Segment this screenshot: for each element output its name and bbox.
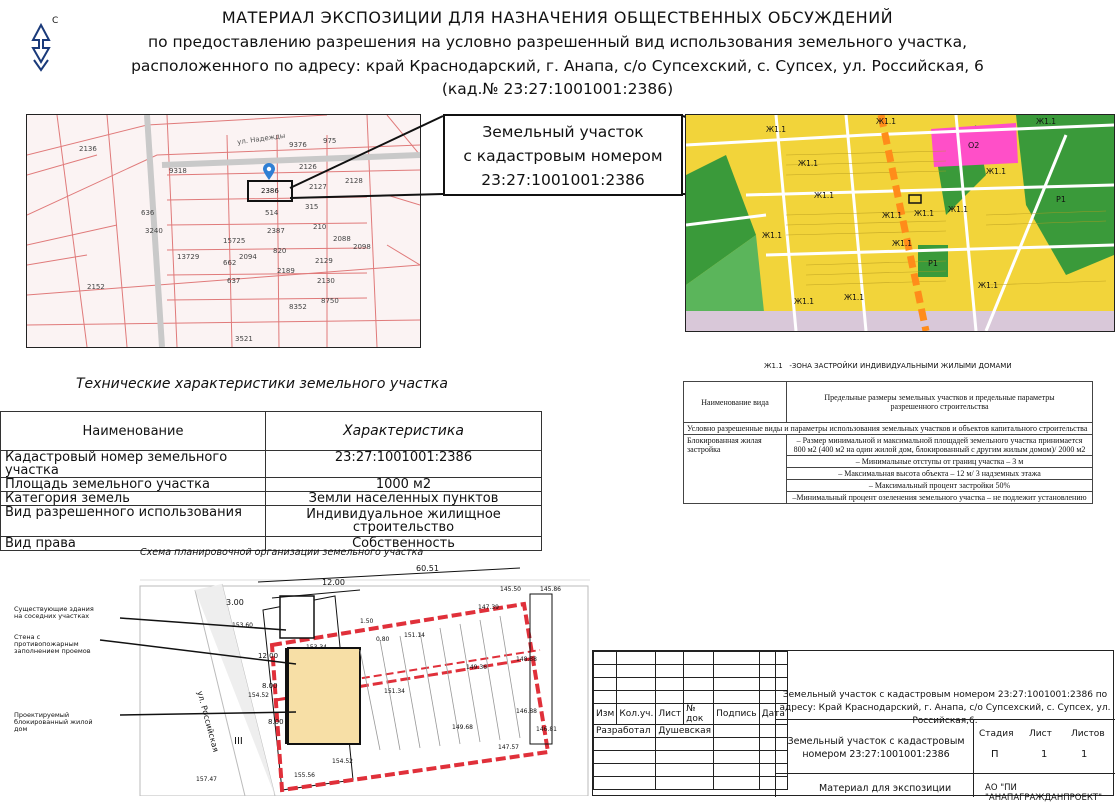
elevation-label: 154.52	[332, 758, 353, 765]
road-number: III	[234, 736, 243, 747]
map-label: 820	[273, 247, 287, 255]
stamp-header-row	[594, 704, 788, 725]
map-label: 2127	[309, 183, 327, 191]
elevation-label: 146.88	[516, 708, 537, 715]
zone-caption	[764, 362, 1012, 370]
stamp-org: АО "ПИ "АНАПАГРАЖДАНПРОЕКТ"	[985, 783, 1102, 803]
elevation-label: 146.81	[536, 726, 557, 733]
page-subtitle-3: (кад.№ 23:27:1001001:2386)	[441, 80, 674, 98]
tech-name: Площадь земельного участка	[1, 478, 266, 492]
stamp-object: Земельный участок с кадастровым номером 23:27:1001001:2386	[787, 736, 965, 760]
elevation-label: 155.56	[294, 772, 315, 779]
map-label: 2088	[333, 235, 351, 243]
stamp-sheet: 1	[1041, 749, 1048, 760]
elevation-label: 154.52	[248, 692, 269, 699]
reg-param: – Размер минимальной и максимальной площадей земельного участка принимается 800 м2 (400 м2 на один жилой дом, блокированный с другим жилым домом)/ 2000 м2	[787, 435, 1093, 456]
zone-label: Ж1.1	[914, 209, 935, 218]
reg-subheader-row	[684, 423, 1093, 435]
stamp-role: Разработал	[594, 725, 656, 738]
elevation-label: 153.34	[306, 644, 327, 651]
map-label: 3521	[235, 335, 253, 343]
map-label: 2128	[345, 177, 363, 185]
stamp-material: Материал для экспозиции	[819, 783, 952, 794]
map-label: 2136	[79, 145, 97, 153]
stamp	[592, 650, 1114, 803]
stamp-stage: П	[991, 749, 999, 760]
reg-col-params: Предельные размеры земельных участков и предельные параметры разрешенного строительства	[787, 382, 1093, 423]
tech-table	[0, 411, 542, 551]
zone-label-r1: Р1	[928, 259, 938, 268]
map-label: 636	[141, 209, 155, 217]
map-label: 2189	[277, 267, 295, 275]
table-row	[1, 451, 542, 478]
map-label: 514	[265, 209, 279, 217]
page-subtitle-2: расположенного по адресу: край Краснодарский, г. Анапа, с/о Супсехский, с. Супсех, ул. Российская, 6	[131, 57, 984, 75]
street-label: ул. Надежды	[236, 131, 286, 147]
zone-label: Ж1.1	[978, 281, 999, 290]
stamp-col: Изм	[594, 704, 617, 725]
map-label: 8750	[321, 297, 339, 305]
elevation-label: 145.86	[540, 586, 561, 593]
scheme-title: Схема планировочной организации земельного участка	[140, 547, 424, 558]
zone-label: Ж1.1	[892, 239, 913, 248]
map-label: 2129	[315, 257, 333, 265]
zone-label: Ж1.1	[794, 297, 815, 306]
elevation-label: 151.14	[404, 632, 425, 639]
stamp-col: Кол.уч.	[617, 704, 656, 725]
map-label: 315	[305, 203, 319, 211]
map-label: 9318	[169, 167, 187, 175]
map-label: 2098	[353, 243, 371, 251]
zone-label: Ж1.1	[798, 159, 819, 168]
map-label: 210	[313, 223, 327, 231]
reg-param: –Минимальный процент озеленения земельного участка – не подлежит установлению	[787, 492, 1093, 504]
dimension-label: 12.00	[258, 652, 279, 660]
zone-label: Ж1.1	[766, 125, 787, 134]
elevation-label: 153.60	[232, 622, 253, 629]
zone-label: Ж1.1	[948, 205, 969, 214]
elevation-label: 147.57	[498, 744, 519, 751]
table-row	[684, 435, 1093, 456]
zone-label-r1: Р1	[1056, 195, 1066, 204]
tech-name: Категория земель	[1, 492, 266, 506]
dimension-label: 8.00	[268, 718, 284, 726]
stamp-person: Душевская	[656, 725, 714, 738]
map-label: 2094	[239, 253, 257, 261]
stamp-col: Лист	[656, 704, 684, 725]
tech-col-name: Наименование	[1, 412, 266, 451]
elevation-label: 149.36	[466, 664, 487, 671]
zone-label: Ж1.1	[876, 117, 897, 126]
map-label: 2387	[267, 227, 285, 235]
zoning-map	[685, 114, 1115, 332]
regulation-table	[683, 381, 1093, 504]
elevation-label: 157.47	[196, 776, 217, 783]
stamp-sheets-header: Листов	[1071, 729, 1105, 739]
tech-value: 23:27:1001001:2386	[266, 451, 542, 478]
reg-param: – Максимальная высота объекта – 12 м/ 3 надземных этажа	[787, 468, 1093, 480]
dimension-label: 1.50	[360, 618, 374, 625]
page-title: МАТЕРИАЛ ЭКСПОЗИЦИИ ДЛЯ НАЗНАЧЕНИЯ ОБЩЕСТВЕННЫХ ОБСУЖДЕНИЙ	[221, 8, 894, 27]
tech-name: Кадастровый номер земельного участка	[1, 451, 266, 478]
callout-line-1: Земельный участок	[482, 123, 644, 141]
dimension-label: 8.00	[262, 682, 278, 690]
stamp-signatures	[593, 651, 788, 790]
table-row	[1, 492, 542, 506]
tech-col-value: Характеристика	[266, 412, 542, 451]
legend-existing-buildings: Существующие здания на соседних участках	[14, 605, 94, 620]
stamp-description: Земельный участок с кадастровым номером 23:27:1001001:2386 по адресу: Край Краснодарский, г. Анапа, с/о Супсехский, с. Супсех, ул. Российская,6.	[779, 690, 1111, 726]
map-label: 3240	[145, 227, 163, 235]
elevation-label: 147.39	[478, 604, 499, 611]
tech-value: 1000 м2	[266, 478, 542, 492]
reg-use: Блокированная жилая застройка	[684, 435, 787, 504]
elevation-label: 149.68	[452, 724, 473, 731]
zone-label-o2: О2	[968, 141, 980, 150]
elevation-label: 151.34	[384, 688, 405, 695]
reg-col-use: Наименование вида	[684, 382, 787, 423]
stamp-col: Подпись	[714, 704, 759, 725]
stamp-sheets: 1	[1081, 749, 1088, 760]
zone-label: Ж1.1	[986, 167, 1007, 176]
elevation-label: 148.38	[516, 656, 537, 663]
dimension-label: 12.00	[322, 578, 345, 587]
zone-label: Ж1.1	[882, 211, 903, 220]
table-row	[1, 506, 542, 537]
map-label: 2152	[87, 283, 105, 291]
elevation-label: 145.50	[500, 586, 521, 593]
map-label: 662	[223, 259, 237, 267]
dimension-label: 0.80	[376, 636, 390, 643]
page-subtitle-1: по предоставлению разрешения на условно разрешенный вид использования земельного участка,	[147, 33, 967, 51]
tech-value: Индивидуальное жилищное строительство	[266, 506, 542, 537]
table-row	[1, 478, 542, 492]
zone-name: -ЗОНА ЗАСТРОЙКИ ИНДИВИДУАЛЬНЫМИ ЖИЛЫМИ ДОМАМИ	[789, 362, 1012, 370]
tech-value: Собственность	[266, 537, 542, 551]
stamp-sheet-header: Лист	[1029, 729, 1052, 739]
dimension-label: 60.51	[416, 564, 439, 573]
map-label: 2130	[317, 277, 335, 285]
north-letter: С	[52, 16, 59, 26]
tech-name: Вид разрешенного использования	[1, 506, 266, 537]
zone-label: Ж1.1	[1036, 117, 1057, 126]
map-label: 9376	[289, 141, 307, 149]
parcel-label: 2386	[261, 187, 279, 195]
site-scheme	[0, 560, 590, 796]
tech-title: Технические характеристики земельного участка	[76, 376, 448, 392]
reg-param: – Максимальный процент застройки 50%	[787, 480, 1093, 492]
legend-proposed-house: Проектируемый блокированный жилой дом	[14, 711, 93, 733]
map-label: 15725	[223, 237, 246, 245]
map-label: 13729	[177, 253, 200, 261]
zone-label: Ж1.1	[814, 191, 835, 200]
callout-line-3: 23:27:1001001:2386	[481, 171, 645, 189]
zone-label: Ж1.1	[844, 293, 865, 302]
zone-label: Ж1.1	[762, 231, 783, 240]
reg-param: – Минимальные отступы от границ участка – 3 м	[787, 456, 1093, 468]
map-label: 637	[227, 277, 241, 285]
reg-subheader: Условно разрешенные виды и параметры использования земельных участков и объектов капитального строительства	[684, 423, 1093, 435]
stamp-col: Дата	[759, 704, 787, 725]
tech-name: Вид права	[1, 537, 266, 551]
zone-code: Ж1.1	[764, 362, 783, 370]
map-label: 8352	[289, 303, 307, 311]
map-label: 2126	[299, 163, 317, 171]
tech-header-row	[1, 412, 542, 451]
stamp-col: № док	[684, 704, 714, 725]
parcel-callout	[443, 114, 683, 196]
legend-fire-wall: Стена с противопожарным заполнением проемов	[14, 633, 91, 655]
stamp-stage-header: Стадия	[979, 729, 1014, 739]
dimension-label: 3.00	[226, 598, 244, 607]
reg-header-row	[684, 382, 1093, 423]
callout-line-2: с кадастровым номером	[463, 147, 663, 165]
street-label: ул. Российская	[195, 690, 221, 753]
tech-value: Земли населенных пунктов	[266, 492, 542, 506]
map-label: 975	[323, 137, 337, 145]
